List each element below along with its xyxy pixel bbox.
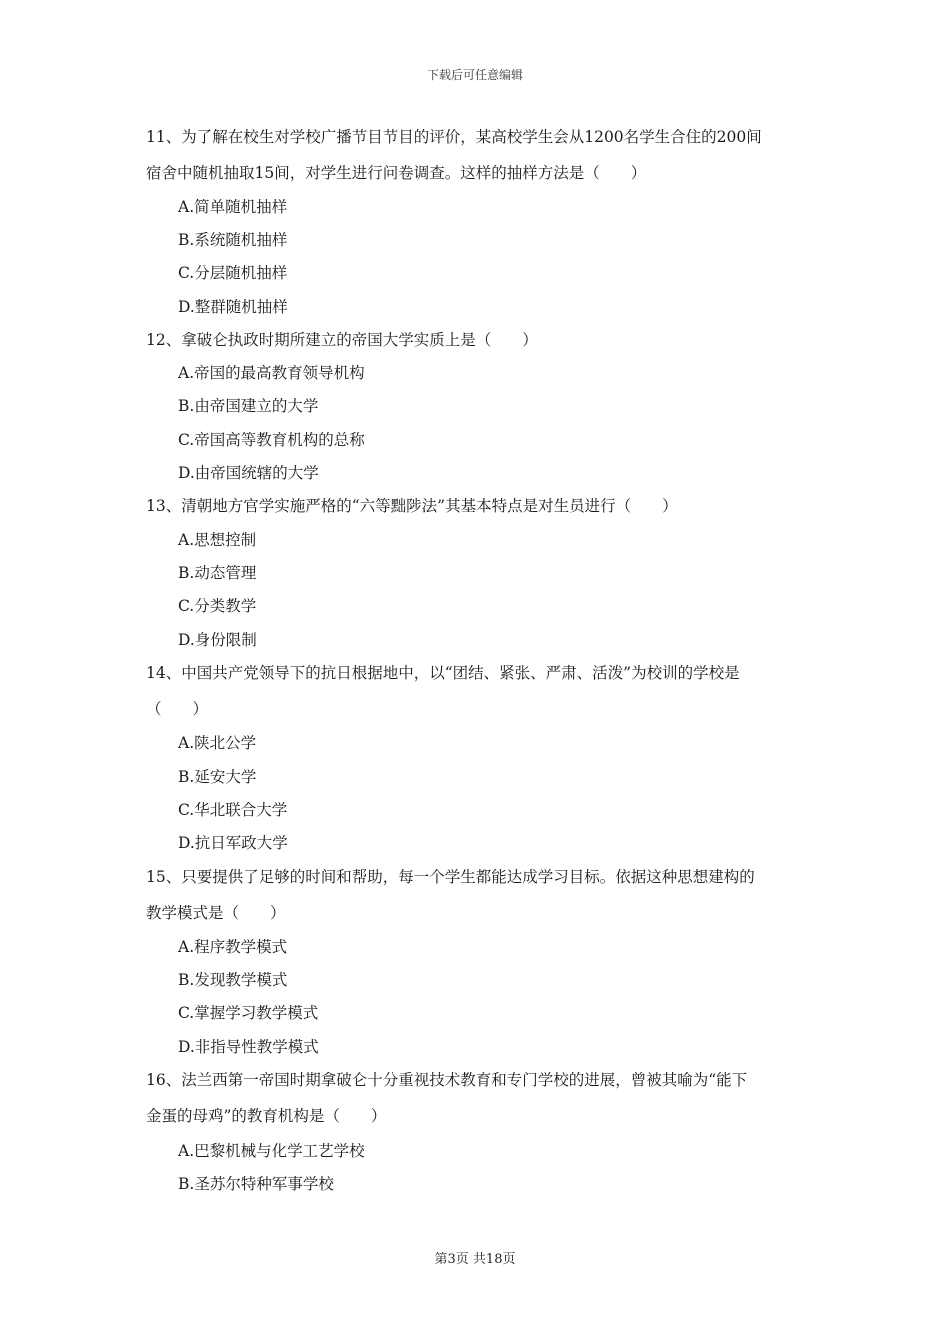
question-13-line-1: 13、清朝地方官学实施严格的“六等黜陟法”其基本特点是对生员进行（ ）: [146, 497, 678, 515]
question-13-option-a: A.思想控制: [178, 531, 257, 549]
question-11-option-a: A.简单随机抽样: [178, 198, 288, 216]
question-13-option-c: C.分类教学: [178, 597, 257, 615]
question-15-option-a: A.程序教学模式: [178, 938, 288, 956]
question-12-line-1: 12、拿破仑执政时期所建立的帝国大学实质上是（ ）: [146, 331, 538, 349]
question-12-option-b: B.由帝国建立的大学: [178, 397, 319, 415]
question-15-option-d: D.非指导性教学模式: [178, 1038, 319, 1056]
question-14-line-2: （ ）: [146, 700, 209, 718]
question-15-option-c: C.掌握学习教学模式: [178, 1004, 319, 1022]
page-header: 下载后可任意编辑: [426, 68, 523, 82]
page-footer: 第3页 共18页: [434, 1252, 516, 1267]
question-14-option-d: D.抗日军政大学: [178, 834, 288, 852]
question-16-line-1: 16、法兰西第一帝国时期拿破仑十分重视技术教育和专门学校的进展，曾被其喻为“能下: [146, 1071, 748, 1089]
question-11-option-c: C.分层随机抽样: [178, 264, 288, 282]
question-15-line-1: 15、只要提供了足够的时间和帮助，每一个学生都能达成学习目标。依据这种思想建构的: [146, 868, 755, 886]
question-14-line-1: 14、中国共产党领导下的抗日根据地中，以“团结、紧张、严肃、活泼”为校训的学校是: [146, 664, 740, 682]
question-11-line-2: 宿舍中随机抽取15间，对学生进行问卷调查。这样的抽样方法是（ ）: [146, 164, 647, 182]
question-13-option-d: D.身份限制: [178, 631, 257, 649]
question-12-option-d: D.由帝国统辖的大学: [178, 464, 319, 482]
question-14-option-c: C.华北联合大学: [178, 801, 288, 819]
question-15-line-2: 教学模式是（ ）: [146, 904, 286, 922]
question-16-option-b: B.圣苏尔特种军事学校: [178, 1175, 334, 1193]
question-16-line-2: 金蛋的母鸡”的教育机构是（ ）: [146, 1107, 387, 1125]
question-11-option-b: B.系统随机抽样: [178, 231, 288, 249]
question-12-option-a: A.帝国的最高教育领导机构: [178, 364, 365, 382]
question-13-option-b: B.动态管理: [178, 564, 257, 582]
question-11-line-1: 11、为了解在校生对学校广播节目节目的评价，某高校学生会从1200名学生合住的200间: [146, 128, 762, 146]
question-12-option-c: C.帝国高等教育机构的总称: [178, 431, 365, 449]
question-14-option-a: A.陕北公学: [178, 734, 257, 752]
question-16-option-a: A.巴黎机械与化学工艺学校: [178, 1142, 365, 1160]
question-15-option-b: B.发现教学模式: [178, 971, 288, 989]
question-14-option-b: B.延安大学: [178, 768, 257, 786]
question-11-option-d: D.整群随机抽样: [178, 298, 288, 316]
